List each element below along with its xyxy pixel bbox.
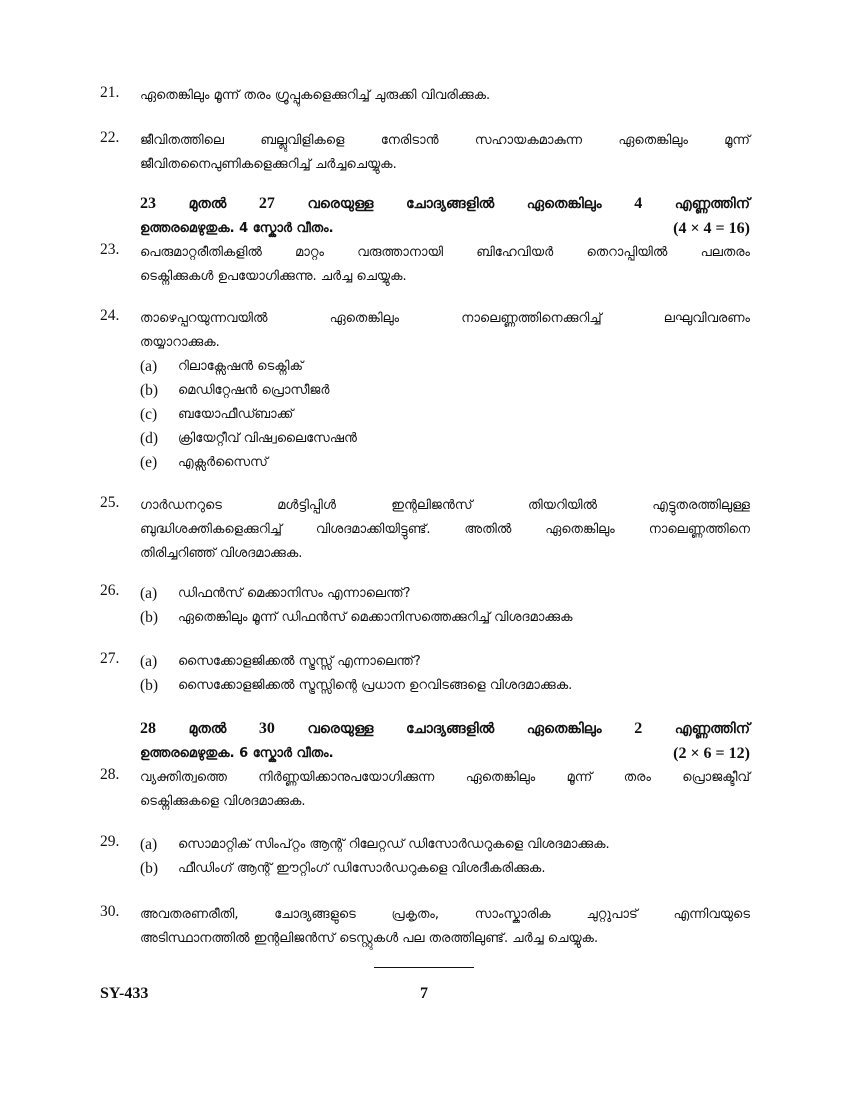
instruction-word: ചോദ്യങ്ങളിൽ — [406, 721, 495, 737]
sub-item-text: ക്രിയേറ്റീവ് വിഷ്വലൈസേഷൻ — [178, 431, 357, 446]
question-number: 28. — [100, 766, 120, 783]
sub-item-text: ബയോഫീഡ്ബാക്ക് — [178, 407, 294, 422]
instruction-word: ചോദ്യങ്ങളിൽ — [406, 196, 495, 212]
question-text: ബുദ്ധിശക്തികളെക്കുറിച്ച് വിശദമാക്കിയിട്ടുണ്ട്. അതിൽ ഏതെങ്കിലും നാലെണ്ണത്തിനെ — [140, 522, 750, 537]
instruction-text: ഉത്തരമെഴുതുക. 4 സ്കോർ വീതം. — [140, 221, 334, 236]
instruction-word: മുതൽ — [188, 196, 227, 212]
sub-item — [140, 355, 750, 379]
question-text: ഏതെങ്കിലും മൂന്ന് തരം ഗ്രൂപ്പുകളെക്കുറിച്ച് ചുരുക്കി വിവരിക്കുക. — [140, 88, 491, 103]
question-text: ടെക്നിക്കുകൾ ഉപയോഗിക്കുന്നു. ചർച്ച ചെയ്യുക. — [140, 269, 407, 284]
sub-item-label: (b) — [140, 609, 159, 626]
sub-item-label: (a) — [140, 653, 158, 670]
sub-item — [140, 582, 750, 606]
question-text: പെരുമാറ്റരീതികളിൽ മാറ്റം വരുത്താനായി ബിഹേവിയർ തെറാപ്പിയിൽ പലതരം — [140, 245, 750, 260]
instruction-word: വരെയുള്ള — [307, 196, 374, 212]
sub-item — [140, 857, 750, 881]
instruction-word: ഏതെങ്കിലും — [526, 721, 602, 737]
end-divider — [374, 967, 474, 968]
sub-item-text: സൈക്കോളജിക്കൽ സ്ട്രസ്സ് എന്നാലെന്ത്? — [178, 654, 421, 669]
sub-item-text: ഫീഡിംഗ് ആന്റ് ഈറ്റിംഗ് ഡിസോർഡറുകളെ വിശദീകരിക്കുക. — [178, 861, 546, 876]
sub-item-label: (a) — [140, 836, 158, 853]
paper-code: SY-433 — [100, 985, 149, 1002]
instruction-word: ഏതെങ്കിലും — [526, 196, 602, 212]
sub-item — [140, 427, 750, 451]
range-from: 28 — [140, 720, 156, 737]
question-number: 29. — [100, 833, 120, 850]
sub-item-text: സൊമാറ്റിക് സിംപ്റ്റം ആന്റ് റിലേറ്റഡ് ഡിസോർഡറുകളെ വിശദമാക്കുക. — [178, 837, 610, 852]
sub-item — [140, 650, 750, 674]
sub-item — [140, 674, 750, 698]
instruction-word: വരെയുള്ള — [307, 721, 374, 737]
sub-item-label: (a) — [140, 585, 158, 602]
page-number: 7 — [420, 985, 428, 1002]
sub-item-text: ഏതെങ്കിലും മൂന്ന് ഡിഫൻസ് മെക്കാനിസത്തെക്കുറിച്ച് വിശദമാക്കുക — [178, 610, 573, 625]
sub-item-text: സൈക്കോളജിക്കൽ സ്ട്രസ്സിന്റെ പ്രധാന ഉറവിടങ്ങളെ വിശദമാക്കുക. — [178, 678, 573, 693]
sub-item-text: എക്സർസൈസ് — [178, 455, 268, 470]
range-from: 23 — [140, 195, 156, 212]
question-text: തിരിച്ചറിഞ്ഞ് വിശദമാക്കുക. — [140, 546, 303, 561]
instruction-word: മുതൽ — [188, 721, 227, 737]
range-to: 27 — [258, 195, 275, 212]
instruction-word: എണ്ണത്തിന് — [674, 721, 750, 737]
section-instruction-28-30 — [140, 716, 750, 766]
instruction-word: എണ്ണത്തിന് — [674, 196, 750, 212]
question-number: 23. — [100, 241, 120, 258]
sub-item-label: (b) — [140, 382, 159, 399]
sub-item — [140, 403, 750, 427]
sub-item-text: ഡിഫൻസ് മെക്കാനിസം എന്നാലെന്ത്? — [178, 586, 411, 601]
section-instruction-23-27 — [140, 191, 750, 241]
question-number: 24. — [100, 307, 120, 324]
answer-count: 2 — [634, 720, 643, 737]
question-text: ജീവിതത്തിലെ ബല്ലുവിളികളെ നേരിടാൻ സഹായകമാകുന്ന ഏതെങ്കിലും മൂന്ന് — [140, 133, 750, 148]
sub-item-label: (b) — [140, 677, 159, 694]
question-text: അവതരണരീതി, ചോദ്യങ്ങളുടെ പ്രകൃതം, സാംസ്കാരിക ചുറ്റുപാട് എന്നിവയുടെ — [140, 907, 750, 922]
sub-item — [140, 833, 750, 857]
question-number: 27. — [100, 650, 120, 667]
sub-item-text: റിലാക്സേഷൻ ടെക്നിക് — [178, 359, 304, 374]
sub-item-text: മെഡിറ്റേഷൻ പ്രൊസീജർ — [178, 383, 330, 398]
question-text: അടിസ്ഥാനത്തിൽ ഇന്റലിജൻസ് ടെസ്റ്റുകൾ പല തരത്തിലുണ്ട്. ചർച്ച ചെയ്യുക. — [140, 931, 599, 946]
question-text: ടെക്നിക്കുകളെ വിശദമാക്കുക. — [140, 794, 306, 809]
question-number: 30. — [100, 903, 120, 920]
answer-count: 4 — [634, 195, 643, 212]
sub-item-label: (a) — [140, 358, 158, 375]
question-text: ഗാർഡനറുടെ മൾട്ടിപ്പിൾ ഇന്റലിജൻസ് തിയറിയിൽ എട്ടുതരത്തിലുള്ള — [140, 498, 750, 513]
sub-item — [140, 606, 750, 630]
sub-item-label: (e) — [140, 454, 158, 471]
question-number: 26. — [100, 582, 120, 599]
marks-scheme: (4 × 4 = 16) — [673, 220, 750, 237]
question-text: വ്യക്തിത്വത്തെ നിർണ്ണയിക്കാനുപയോഗിക്കുന്ന ഏതെങ്കിലും മൂന്ന് തരം പ്രൊജക്ടീവ് — [140, 770, 750, 785]
question-number: 25. — [100, 494, 120, 511]
question-text: തയ്യാറാക്കുക. — [140, 335, 220, 350]
instruction-text: ഉത്തരമെഴുതുക. 6 സ്കോർ വീതം. — [140, 746, 334, 761]
sub-item — [140, 451, 750, 475]
sub-item — [140, 379, 750, 403]
range-to: 30 — [258, 720, 275, 737]
question-text: ജീവിതനൈപുണികളെക്കുറിച്ച് ചർച്ചചെയ്യുക. — [140, 157, 397, 172]
question-text: താഴെപ്പറയുന്നവയിൽ ഏതെങ്കിലും നാലെണ്ണത്തിനെക്കുറിച്ച് ലഘുവിവരണം — [140, 311, 750, 326]
sub-item-label: (d) — [140, 430, 159, 447]
question-number: 22. — [100, 129, 120, 146]
marks-scheme: (2 × 6 = 12) — [673, 745, 750, 762]
sub-item-label: (c) — [140, 406, 158, 423]
sub-item-label: (b) — [140, 860, 159, 877]
question-number: 21. — [100, 84, 120, 101]
